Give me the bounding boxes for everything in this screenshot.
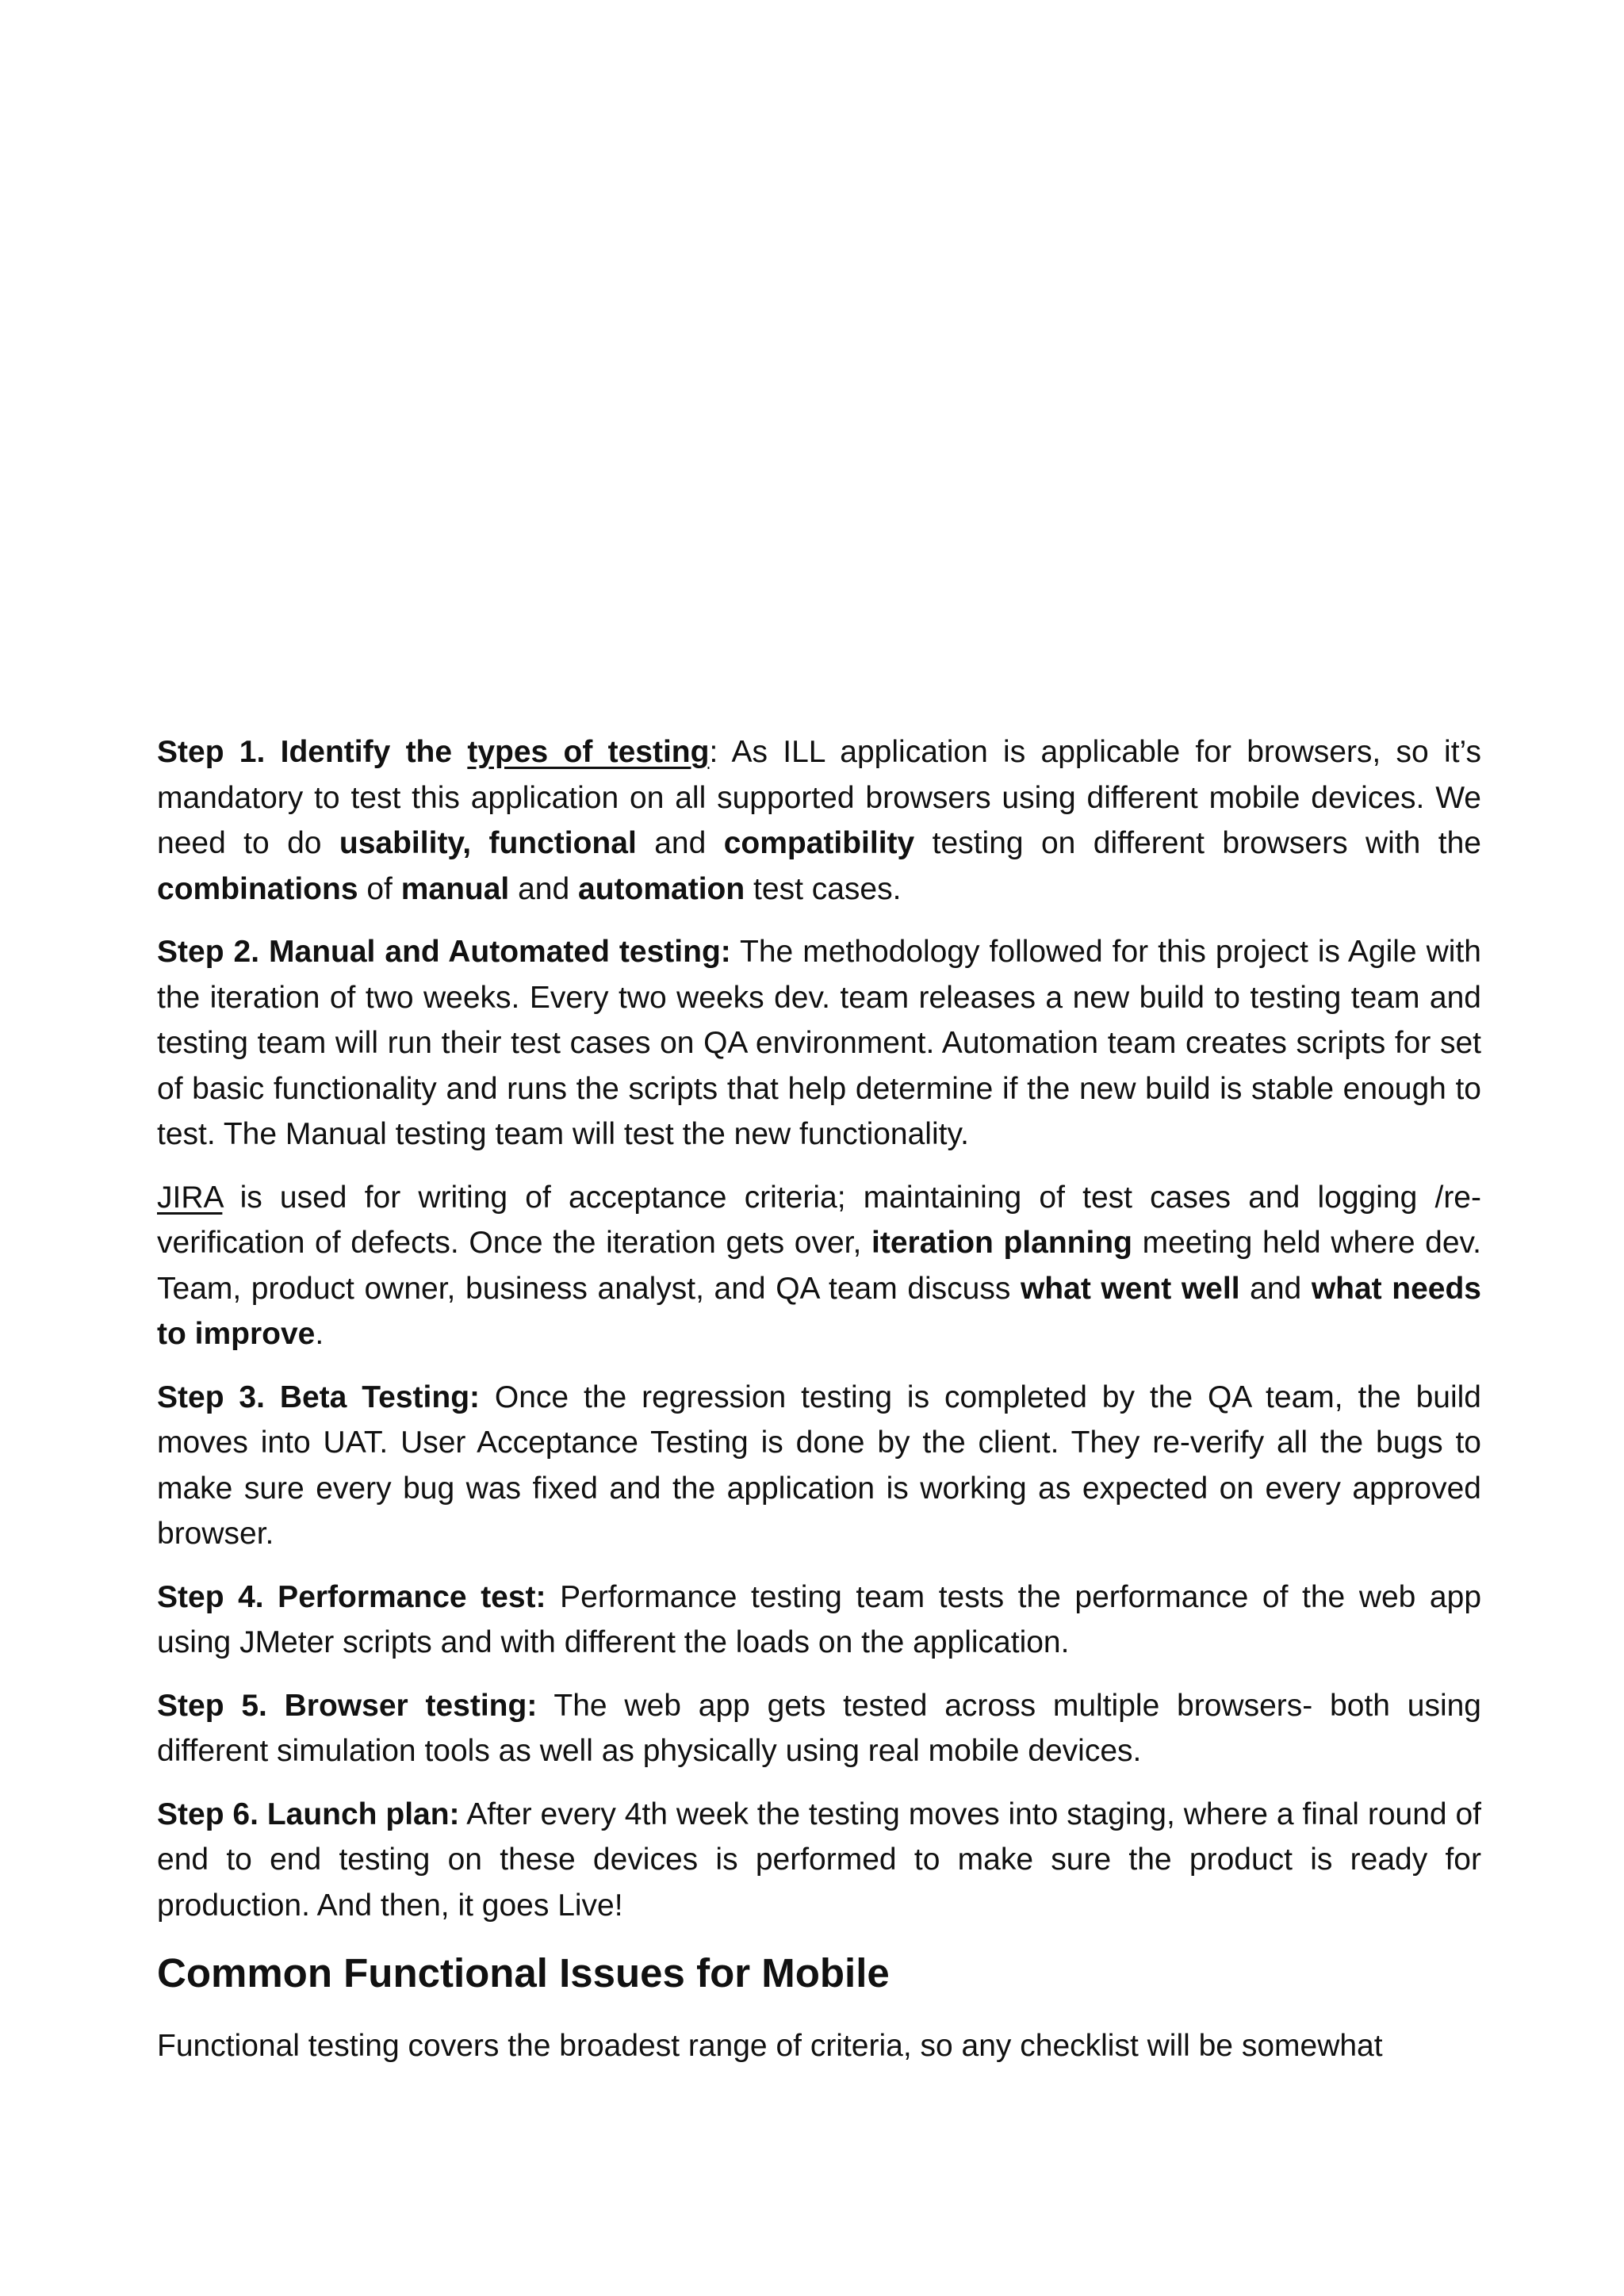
step-3-text: Once the regression testing is completed by the QA team, the build moves into UAT. User Acceptance Testing is done by the client. They re-verify all the bugs to make sure every bug was fixed and the application is working as expected on every approved browser. <box>157 1380 1481 1551</box>
section-heading: Common Functional Issues for Mobile <box>157 1950 890 1996</box>
step-1-text: and <box>636 826 724 860</box>
step-4-label: Step 4. Performance test: <box>157 1579 546 1614</box>
usability-functional-term: usability, functional <box>339 826 637 860</box>
types-of-testing-link[interactable]: types of testing <box>467 735 710 769</box>
step-5-paragraph <box>157 1683 1481 1774</box>
step-1-text: of <box>358 871 401 906</box>
section-intro-paragraph: Functional testing covers the broadest range of criteria, so any checklist will be somewhat <box>157 2029 1383 2063</box>
step-4-text: Performance testing team tests the performance of the web app using JMeter scripts and with different the loads on the application. <box>157 1579 1482 1659</box>
step-5-label: Step 5. Browser testing: <box>157 1688 538 1723</box>
step-5-text: The web app gets tested across multiple browsers- both using different simulation tools as well as physically using real mobile devices. <box>157 1688 1481 1768</box>
compatibility-term: compatibility <box>723 826 915 860</box>
step-1-text: testing on different browsers with the <box>914 826 1482 860</box>
step-3-label: Step 3. Beta Testing: <box>157 1380 481 1414</box>
jira-text: and <box>1239 1271 1312 1306</box>
step-1-text: : As ILL application is applicable for browsers, so it’s mandatory to test this application on all supported browsers using different mobile devices. We need to do <box>157 735 1481 860</box>
document-body <box>157 729 1481 2069</box>
step-4-paragraph <box>157 1575 1481 1666</box>
manual-term: manual <box>400 871 510 906</box>
step-2-text: The methodology followed for this project is Agile with the iteration of two weeks. Every two weeks dev. team releases a new build to testing team and testing team will run their test cases on QA environment. Automation team creates scripts for set of basic functionality and runs the scripts that help determine if the new build is stable enough to test. The Manual testing team will test the new functionality. <box>157 935 1481 1151</box>
jira-text: . <box>315 1317 324 1351</box>
step-1-text: test cases. <box>745 871 902 906</box>
what-needs-to-improve-term: what needs to improve <box>157 1271 1481 1351</box>
step-3-paragraph <box>157 1375 1481 1557</box>
jira-link[interactable]: JIRA <box>157 1180 223 1215</box>
step-1-label: Step 1. Identify the <box>157 735 468 769</box>
step-6-label: Step 6. Launch plan: <box>157 1797 460 1831</box>
combinations-term: combinations <box>157 871 358 906</box>
jira-text: meeting held where dev. Team, product owner, business analyst, and QA team discuss <box>157 1226 1481 1306</box>
what-went-well-term: what went well <box>1020 1271 1240 1306</box>
jira-text: is used for writing of acceptance criteria; maintaining of test cases and logging /re-verification of defects. Once the iteration gets over, <box>157 1180 1481 1260</box>
step-1-paragraph <box>157 729 1481 912</box>
automation-term: automation <box>578 871 745 906</box>
iteration-planning-term: iteration planning <box>871 1226 1132 1260</box>
step-2-label: Step 2. Manual and Automated testing: <box>157 935 731 969</box>
step-6-text: After every 4th week the testing moves into staging, where a final round of end to end testing on these devices is performed to make sure the product is ready for production. And then, it goes Live! <box>157 1797 1481 1923</box>
step-2-paragraph <box>157 929 1481 1158</box>
jira-paragraph <box>157 1175 1481 1357</box>
step-6-paragraph <box>157 1792 1481 1929</box>
step-1-text: and <box>509 871 579 906</box>
